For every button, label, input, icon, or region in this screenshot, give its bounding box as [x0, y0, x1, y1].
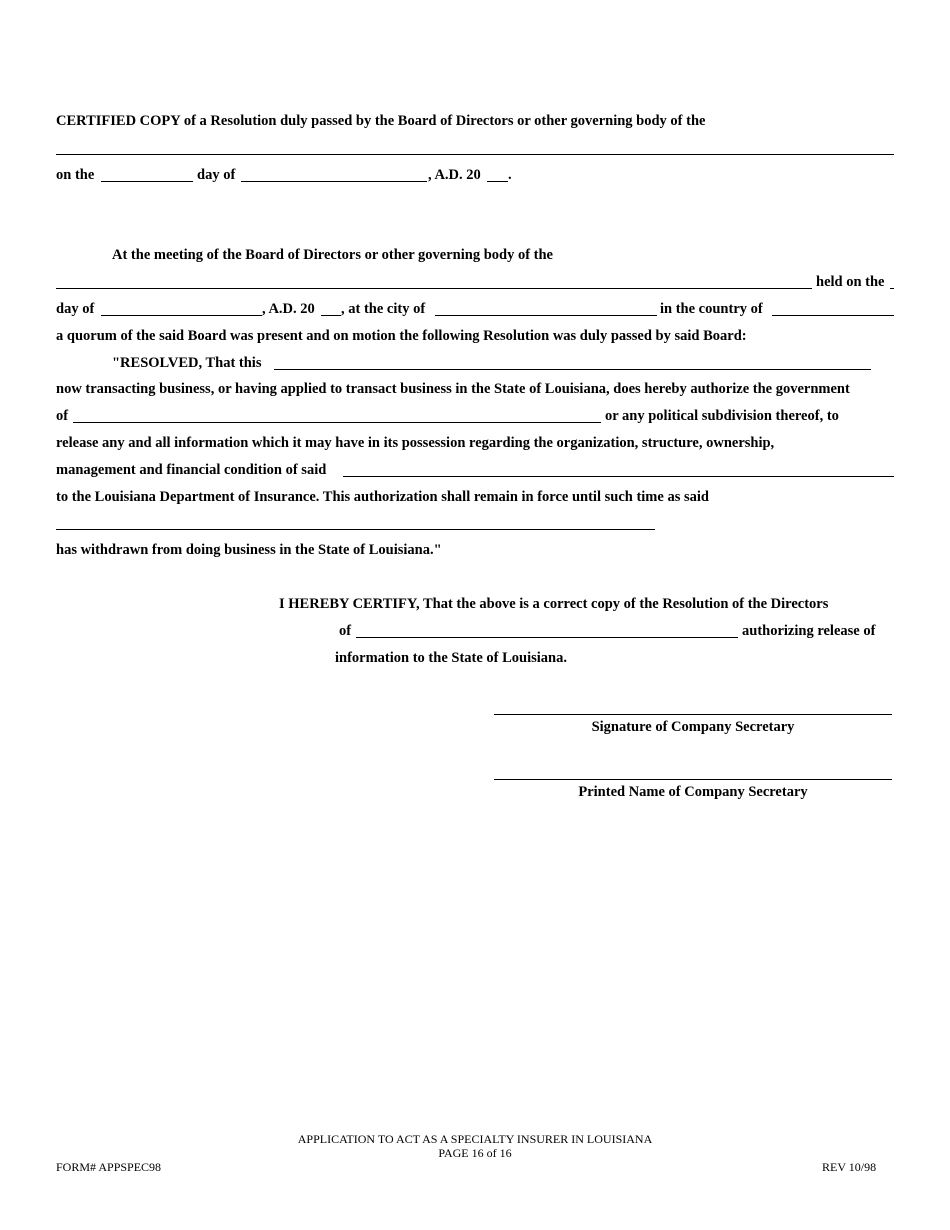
footer-page-number: PAGE 16 of 16 [438, 1146, 512, 1160]
management-condition-text: management and financial condition of said [56, 462, 327, 478]
political-subdivision-text: or any political subdivision thereof, to [605, 408, 839, 424]
government-of-label: of [56, 408, 69, 424]
year-field-line[interactable] [487, 181, 508, 182]
withdrawn-text: has withdrawn from doing business in the State of Louisiana." [56, 542, 442, 558]
quorum-text: a quorum of the said Board was present and on motion the following Resolution was duly passed by said Board: [56, 328, 747, 344]
printed-name-line[interactable] [494, 779, 892, 780]
hereby-certify-text: I HEREBY CERTIFY, That the above is a correct copy of the Resolution of the Directors [279, 596, 829, 612]
meeting-month-line[interactable] [101, 315, 262, 316]
meeting-intro-text: At the meeting of the Board of Directors or other governing body of the [112, 247, 553, 263]
meeting-year-line[interactable] [321, 315, 341, 316]
at-city-of-label: , at the city of [341, 301, 426, 317]
month-field-line[interactable] [241, 181, 427, 182]
day-of-label: day of [197, 167, 236, 183]
period-label: . [508, 167, 512, 183]
authorizing-release-text: authorizing release of [742, 623, 876, 639]
printed-name-label: Printed Name of Company Secretary [578, 784, 808, 800]
information-to-state-text: information to the State of Louisiana. [335, 650, 567, 666]
meeting-body-name-line[interactable] [56, 288, 812, 289]
footer-revision: REV 10/98 [822, 1160, 877, 1174]
held-on-the-label: held on the [816, 274, 885, 290]
city-field-line[interactable] [435, 315, 657, 316]
louisiana-department-text: to the Louisiana Department of Insurance. This authorization shall remain in force until such time as said [56, 489, 709, 505]
meeting-day-of-label: day of [56, 301, 95, 317]
now-transacting-text: now transacting business, or having applied to transact business in the State of Louisiana, does hereby authorize the government [56, 381, 850, 397]
certified-copy-heading: CERTIFIED COPY of a Resolution duly passed by the Board of Directors or other governing body of the [56, 113, 706, 129]
signature-label: Signature of Company Secretary [591, 719, 795, 735]
on-the-label: on the [56, 167, 95, 183]
company-name-line[interactable] [274, 369, 871, 370]
certify-company-line[interactable] [356, 637, 738, 638]
resolved-label: "RESOLVED, That this [112, 355, 262, 371]
held-on-day-line[interactable] [890, 288, 894, 289]
withdrawing-company-line[interactable] [56, 529, 655, 530]
meeting-ad-year-label: , A.D. 20 [262, 301, 315, 317]
footer-form-number: FORM# APPSPEC98 [56, 1160, 162, 1174]
country-field-line[interactable] [772, 315, 894, 316]
governing-body-name-line[interactable] [56, 154, 894, 155]
release-information-text: release any and all information which it may have in its possession regarding the organization, structure, ownership, [56, 435, 775, 451]
signature-line[interactable] [494, 714, 892, 715]
said-company-line[interactable] [343, 476, 894, 477]
footer-title: APPLICATION TO ACT AS A SPECIALTY INSURER IN LOUISIANA [297, 1132, 653, 1146]
day-field-line[interactable] [101, 181, 193, 182]
ad-year-label: , A.D. 20 [428, 167, 481, 183]
in-country-of-label: in the country of [660, 301, 763, 317]
certify-of-label: of [339, 623, 352, 639]
government-name-line[interactable] [73, 422, 601, 423]
